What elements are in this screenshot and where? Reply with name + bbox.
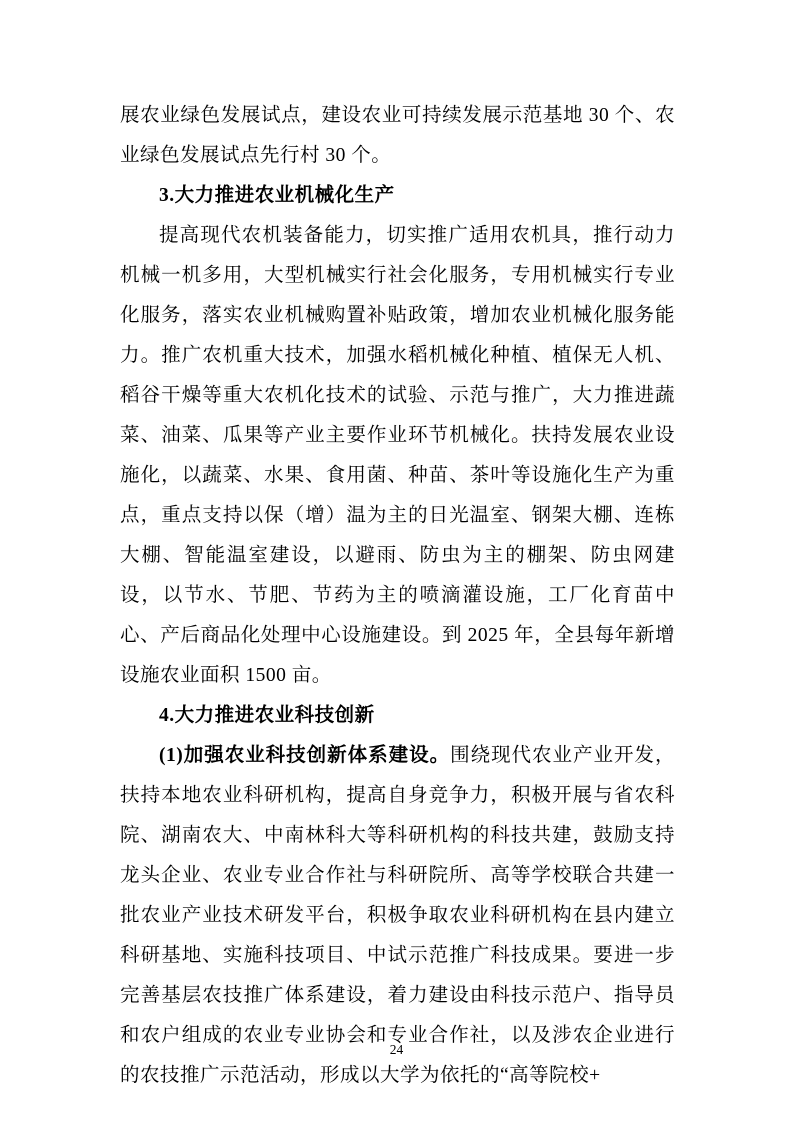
paragraph-technology-lead: (1)加强农业科技创新体系建设。 — [159, 745, 451, 766]
section-heading-mechanization: 3.大力推进农业机械化生产 — [159, 185, 395, 206]
paragraph-continuation: 展农业绿色发展试点，建设农业可持续发展示范基地 30 个、农业绿色发展试点先行村 30 个。 — [120, 105, 675, 166]
section-heading-technology-innovation: 4.大力推进农业科技创新 — [159, 705, 375, 726]
page-number: 24 — [389, 1042, 404, 1057]
paragraph-mechanization: 提高现代农机装备能力，切实推广适用农机具，推行动力机械一机多用，大型机械实行社会化服务，专用机械实行专业化服务，落实农业机械购置补贴政策，增加农业机械化服务能力。推广农机重大技术，加强水稻机械化种植、植保无人机、稻谷干燥等重大农机化技术的试验、示范与推广，大力推进蔬菜、油菜、瓜果等产业主要作业环节机械化。扶持发展农业设施化，以蔬菜、水果、食用菌、种苗、茶叶等设施化生产为重点，重点支持以保（增）温为主的日光温室、钢架大棚、连栋大棚、智能温室建设，以避雨、防虫为主的棚架、防虫网建设，以节水、节肥、节药为主的喷滴灌设施，工厂化育苗中心、产后商品化处理中心设施建设。到 2025 年，全县每年新增设施农业面积 1500 亩。 — [120, 225, 675, 686]
page-content — [120, 96, 675, 1096]
paragraph-technology-body: 围绕现代农业产业开发，扶持本地农业科研机构，提高自身竞争力，积极开展与省农科院、湖南农大、中南林科大等科研机构的科技共建，鼓励支持龙头企业、农业专业合作社与科研院所、高等学校联合共建一批农业产业技术研发平台，积极争取农业科研机构在县内建立科研基地、实施科技项目、中试示范推广科技成果。要进一步完善基层农技推广体系建设，着力建设由科技示范户、指导员和农户组成的农业专业协会和专业合作社，以及涉农企业进行的农技推广示范活动，形成以大学为依托的“高等院校+ — [120, 745, 675, 1086]
